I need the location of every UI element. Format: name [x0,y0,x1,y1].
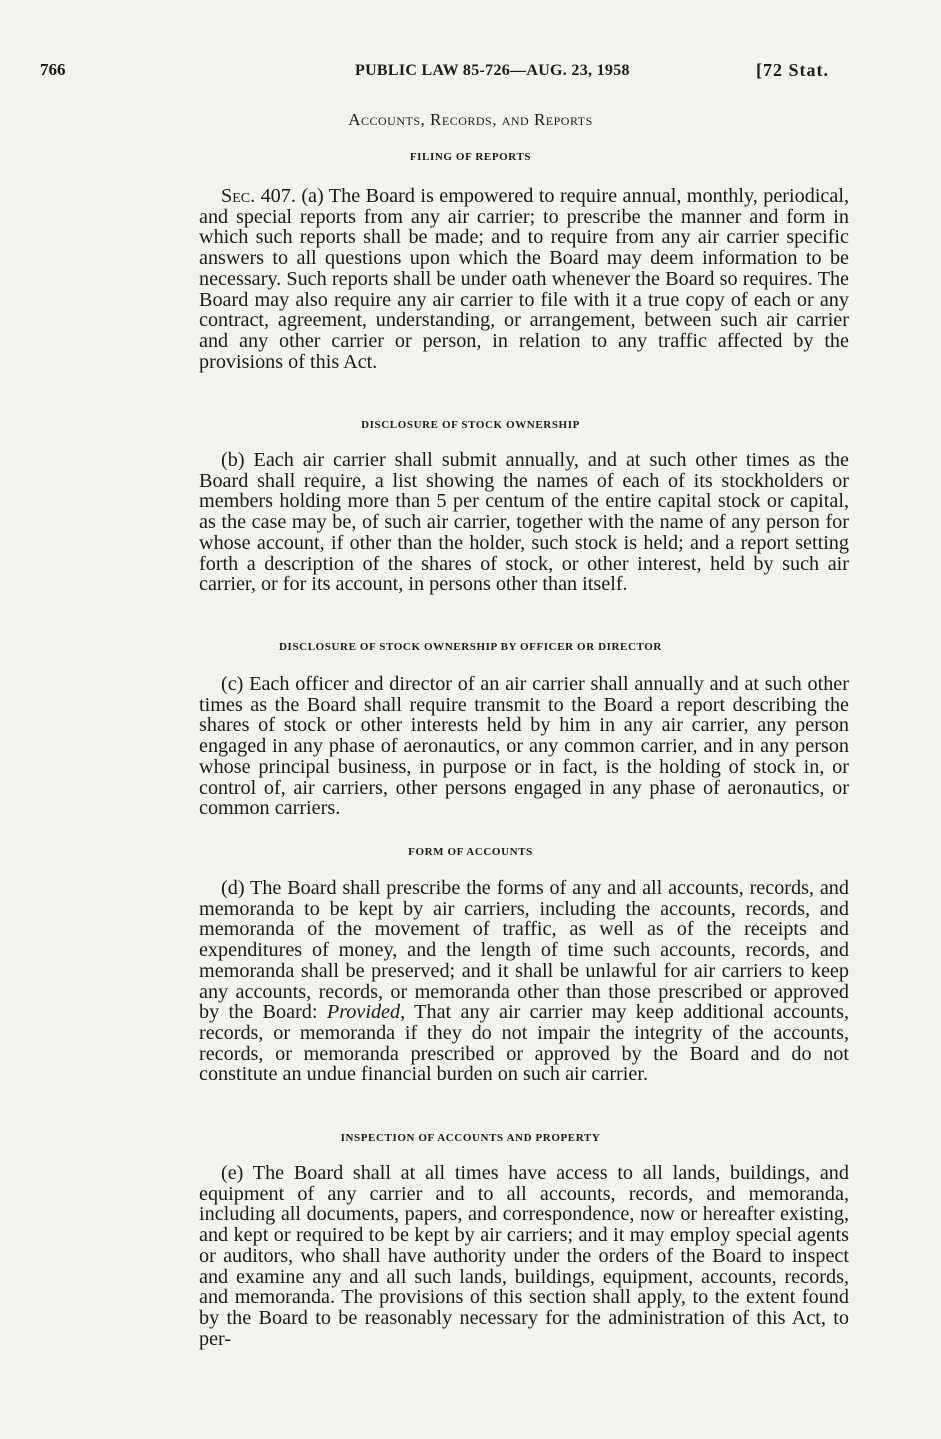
paragraph-a [199,186,849,372]
subheading-filing-of-reports: FILING OF REPORTS [409,151,532,163]
paragraph-a-text: (a) The Board is empowered to require annual, monthly, periodical, and special reports from any air carrier; to prescribe the manner and form in which such reports shall be made; and to require from any air carrier specific answers to all questions upon which the Board may deem information to be necessary. Such reports shall be under oath whenever the Board so requires. The Board may also require any air carrier to file with it a true copy of each or any contract, agreement, understanding, or arrangement, between such air carrier and any other carrier or person, in relation to any traffic affected by the provisions of this Act. [199,185,849,373]
paragraph-b-text: (b) Each air carrier shall submit annually, and at such other times as the Board shall require, a list showing the names of each of its stockholders or members holding more than 5 per centum of the entire capital stock or capital, as the case may be, of such air carrier, together with the name of any person for whose account, if other than the holder, such stock is held; and a report setting forth a description of the shares of stock, or other interest, held by such air carrier, or for its account, in persons other than itself. [199,449,849,596]
paragraph-e [199,1163,849,1349]
subheading-inspection-of-accounts: INSPECTION OF ACCOUNTS AND PROPERTY [340,1132,601,1144]
paragraph-d [199,878,849,1085]
section-label: Sec. 407. [221,185,296,207]
paragraph-c-text: (c) Each officer and director of an air carrier shall annually and at such other times as the Board shall require transmit to the Board a report describing the shares of stock or other interests held by him in any air carrier, any person engaged in any phase of aeronautics, or any common carrier, and in any person whose principal business, in purpose or in fact, is the holding of stock in, or control of, air carriers, other persons engaged in any phase of aeronautics, or common carriers. [199,673,849,820]
subheading-officer-director-disclosure: DISCLOSURE OF STOCK OWNERSHIP BY OFFICER OR DIRECTOR [279,641,662,653]
paragraph-b [199,450,849,595]
paragraph-c [199,674,849,819]
subheading-disclosure-of-stock-ownership: DISCLOSURE OF STOCK OWNERSHIP [361,419,580,431]
subheading-form-of-accounts: FORM OF ACCOUNTS [408,846,533,858]
running-head: PUBLIC LAW 85-726—AUG. 23, 1958 [355,62,630,79]
page-number: 766 [40,60,66,79]
proviso-italic: Provided [326,1001,401,1024]
volume-reference: [72 Stat. [756,60,829,80]
paragraph-d-text-before: (d) The Board shall prescribe the forms of any and all accounts, records, and memoranda to be kept by air carriers, including the accounts, records, and memoranda of the movement of traffic, as well as of the receipts and expenditures of money, and the length of time such accounts, records, and memoranda shall be preserved; and it shall be unlawful for air carriers to keep any accounts, records, or memoranda other than those prescribed or approved by the Board: [199,877,849,1024]
paragraph-e-text: (e) The Board shall at all times have access to all lands, buildings, and equipment of any carrier and to all accounts, records, and memoranda, including all documents, papers, and correspondence, now or hereafter existing, and kept or required to be kept by air carriers; and it may employ special agents or auditors, who shall have authority under the orders of the Board to inspect and examine any and all such lands, buildings, equipment, accounts, records, and memoranda. The provisions of this section shall apply, to the extent found by the Board to be reasonably necessary for the administration of this Act, to per- [199,1162,849,1350]
section-title: Accounts, Records, and Reports [348,110,593,129]
paragraph-d-text-after: , That any air carrier may keep additional accounts, records, or memoranda if they do not impair the integrity of the accounts, records, or memoranda prescribed or approved by the Board and do not constitute an undue financial burden on such air carrier. [199,1001,849,1086]
